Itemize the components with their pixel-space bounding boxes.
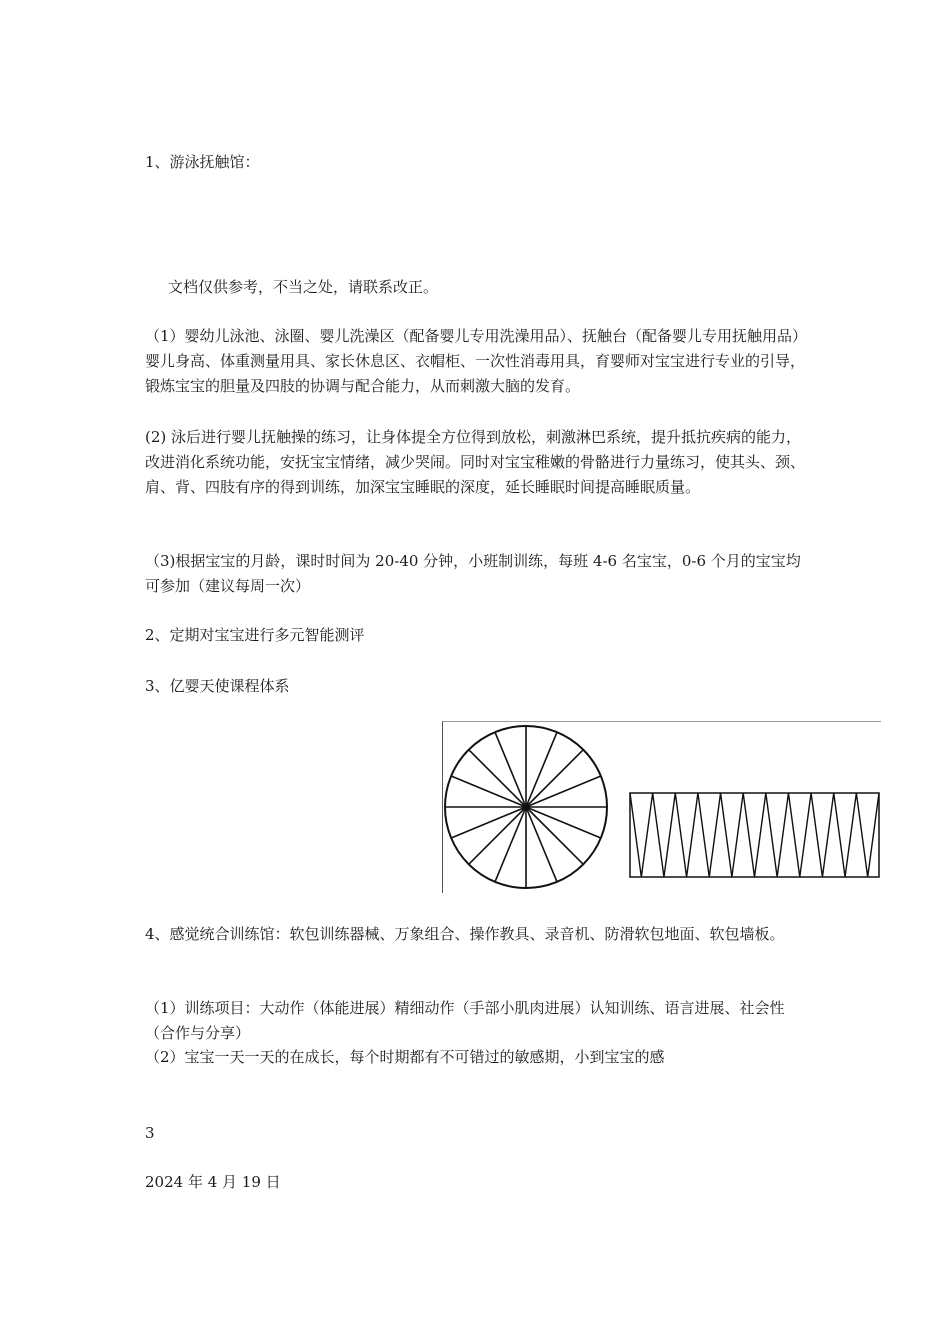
zigzag-line <box>630 793 879 877</box>
wheel-spoke <box>526 807 583 864</box>
decorative-figure <box>441 721 881 893</box>
document-date: 2024 年 4 月 19 日 <box>145 1173 281 1191</box>
spoked-wheel <box>445 726 607 888</box>
wheel-spoke <box>469 807 526 864</box>
paragraph-touch-exercise: (2) 泳后进行婴儿抚触操的练习，让身体提全方位得到放松，刺激淋巴系统，提升抵抗疾病的能力，改进消化系统功能，安抚宝宝情绪，减少哭闹。同时对宝宝稚嫩的骨骼进行力量练习，使其头、颈、肩、背、四肢有序的得到训练，加深宝宝睡眠的深度，延长睡眠时间提高睡眠质量。 <box>145 428 806 496</box>
paragraph-facilities: （1）婴幼儿泳池、泳圈、婴儿洗澡区（配备婴儿专用洗澡用品）、抚触台（配备婴儿专用抚触用品）婴儿身高、体重测量用具、家长休息区、衣帽柜、一次性消毒用具，育婴师对宝宝进行专业的引导，锻炼宝宝的胆量及四肢的协调与配合能力，从而刺激大脑的发育。 <box>145 327 808 395</box>
zigzag-band <box>630 793 879 877</box>
heading-assessment: 2、定期对宝宝进行多元智能测评 <box>145 626 365 644</box>
wheel-spoke <box>469 750 526 807</box>
heading-course-system: 3、亿婴天使课程体系 <box>145 677 290 695</box>
heading-sensory-training: 4、感觉统合训练馆：软包训练器械、万象组合、操作教具、录音机、防滑软包地面、软包墙板。 <box>145 925 785 943</box>
zigzag-frame <box>630 793 879 877</box>
disclaimer-note: 文档仅供参考，不当之处，请联系改正。 <box>168 278 439 296</box>
paragraph-training-items: （1）训练项目：大动作（体能进展）精细动作（手部小肌肉进展）认知训练、语言进展、社会性（合作与分享） <box>145 999 785 1042</box>
paragraph-class-schedule: （3)根据宝宝的月龄，课时时间为 20-40 分钟，小班制训练，每班 4-6 名宝宝，0-6 个月的宝宝均可参加（建议每周一次） <box>145 552 801 595</box>
paragraph-growth: （2）宝宝一天一天的在成长，每个时期都有不可错过的敏感期，小到宝宝的感 <box>145 1048 665 1066</box>
heading-swimming-touch-hall: 1、游泳抚触馆： <box>145 153 260 171</box>
wheel-spoke <box>526 750 583 807</box>
page-number: 3 <box>145 1124 155 1142</box>
figure-svg <box>441 721 881 893</box>
